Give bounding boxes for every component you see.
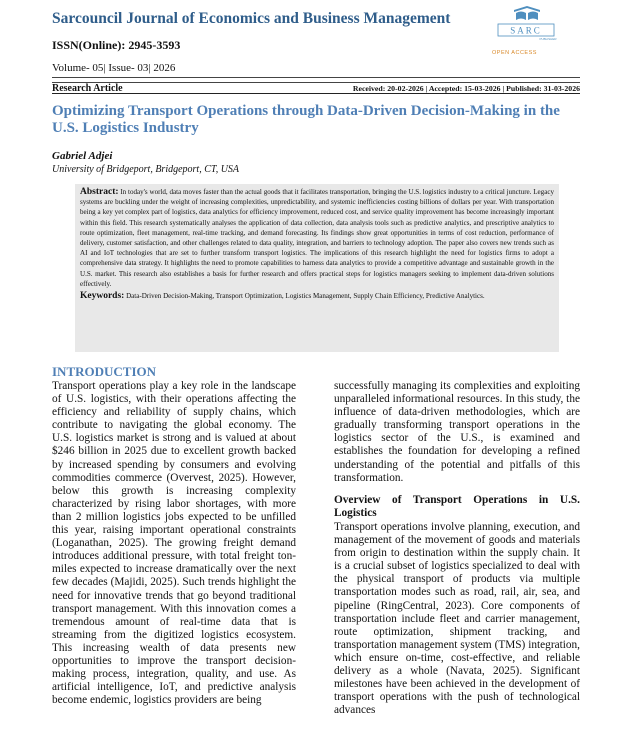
article-type: Research Article (52, 83, 123, 94)
intro-paragraph-right: successfully managing its complexities and exploiting unparalleled informational resources. In this study, the influence of data-driven methodologies, which are gradually transforming transport operations in the logistics sector of the U.S., is examined and establishes the foundation for developing a refined understanding of the potential and pitfalls of this transformation. (334, 380, 580, 484)
keywords-text: Data-Driven Decision-Making, Transport Optimization, Logistics Management, Supply Chain Efficiency, Predictive Analytics. (126, 292, 485, 301)
logo-text: SARC (510, 25, 542, 36)
abstract-paragraph (80, 187, 554, 289)
volume-issue: Volume- 05| Issue- 03| 2026 (52, 62, 176, 74)
section-subheading: Overview of Transport Operations in U.S. Logistics (334, 493, 580, 519)
publication-dates: Received: 20-02-2026 | Accepted: 15-03-2026 | Published: 31-03-2026 (352, 84, 580, 93)
hr-top (52, 77, 580, 78)
right-column (334, 380, 580, 730)
open-access-badge (492, 50, 537, 56)
intro-paragraph-left: Transport operations play a key role in the landscape of U.S. logistics, with their operations affecting the efficiency and reliability of supply chains, which contribute to navigating the global economy. The U.S. logistics market is strong and is valued at about $246 billion in 2025 due to excellent growth backed by increased spending by consumers and evolving commodities commerce (Overvest, 2025). However, below this growth is increasing complexity characterized by rising labor shortages, with more than 2 million logistics jobs expected to be unfilled this year, raising important operational constraints (Loganathan, 2025). The growing freight demand introduces additional pressure, with total freight ton-miles expected to increase dramatically over the next few decades (Majidi, 2025). Such trends highlight the need for innovative trends that go beyond traditional transport management. With this innovation comes a tremendous amount of real-time data that is streaming from the digitized logistics ecosystem. This increasing wealth of data presents new opportunities to improve the transport decision-making process, integration, quality, and use. As artificial intelligence, IoT, and predictive analysis become endemic, logistics providers are being (52, 380, 296, 707)
author-affiliation: University of Bridgeport, Bridgeport, CT, USA (52, 164, 240, 175)
keywords-label: Keywords: (80, 291, 125, 302)
publisher-logo (488, 5, 566, 41)
author-name: Gabriel Adjei (52, 150, 113, 162)
keywords-paragraph (80, 292, 554, 302)
paper-title: Optimizing Transport Operations through Data-Driven Decision-Making in the U.S. Logistics Industry (52, 103, 560, 136)
journal-name: Sarcouncil Journal of Economics and Business Management (52, 10, 451, 27)
abstract-box (75, 184, 559, 352)
issn: ISSN(Online): 2945-3593 (52, 38, 181, 52)
left-column (52, 380, 296, 730)
logo-subtext: PUBLISHER (539, 37, 557, 41)
abstract-text: In today's world, data moves faster than the actual goods that it facilitates transportation, bringing the U.S. logistics industry to a critical juncture. Legacy systems are buckling under the weight of increasing complexities, unpredictability, and systemic inefficiencies costing billions of dollars per year. With transportation being a key yet complex part of logistics, data analytics for efficiency improvement, reduced cost, and service quality improvement has become increasingly important within this field. This research systematically analyses the application of data collection, data analysis tools such as predictive analytics, and prescriptive analytics to route optimization, fleet management, real-time tracking, and demand forecasting. Its findings show great opportunities in terms of cost reduction, performance of delivery, customer satisfaction, and other challenges related to data quality, integration, and barriers to technology adoption. The paper also covers new trends such as AI and IoT technologies that are set to further transform transport logistics. The implications of this research highlight the need for logistics firms to adopt a comprehensive data strategy. It highlights the need to promote capabilities to harness data analytics to provide a competitive advantage and sustainable growth in the U.S. market. This research also establishes a basis for further research and offers practical steps for logistics managers seeking to implement data-driven solutions effectively. (80, 188, 554, 288)
intro-heading: INTRODUCTION (52, 364, 157, 379)
abstract-label: Abstract: (80, 187, 119, 197)
overview-paragraph: Transport operations involve planning, execution, and management of the movement of goods and materials from origin to destination within the supply chain. It is a crucial subset of logistics specialized to deal with the physical transport of products via multiple transportation modes such as road, rail, air, sea, and pipeline (RingCentral, 2023). Core components of transportation include fleet and carrier management, route optimization, shipment tracking, and transportation management system (TMS) integration, which ensure on-time, cost-effective, and reliable delivery as a whole (Navata, 2025). Significant milestones have been achieved in the development of transport operations with the push of technological advances (334, 520, 580, 717)
open-access-label: OPEN ACCESS (492, 50, 537, 56)
